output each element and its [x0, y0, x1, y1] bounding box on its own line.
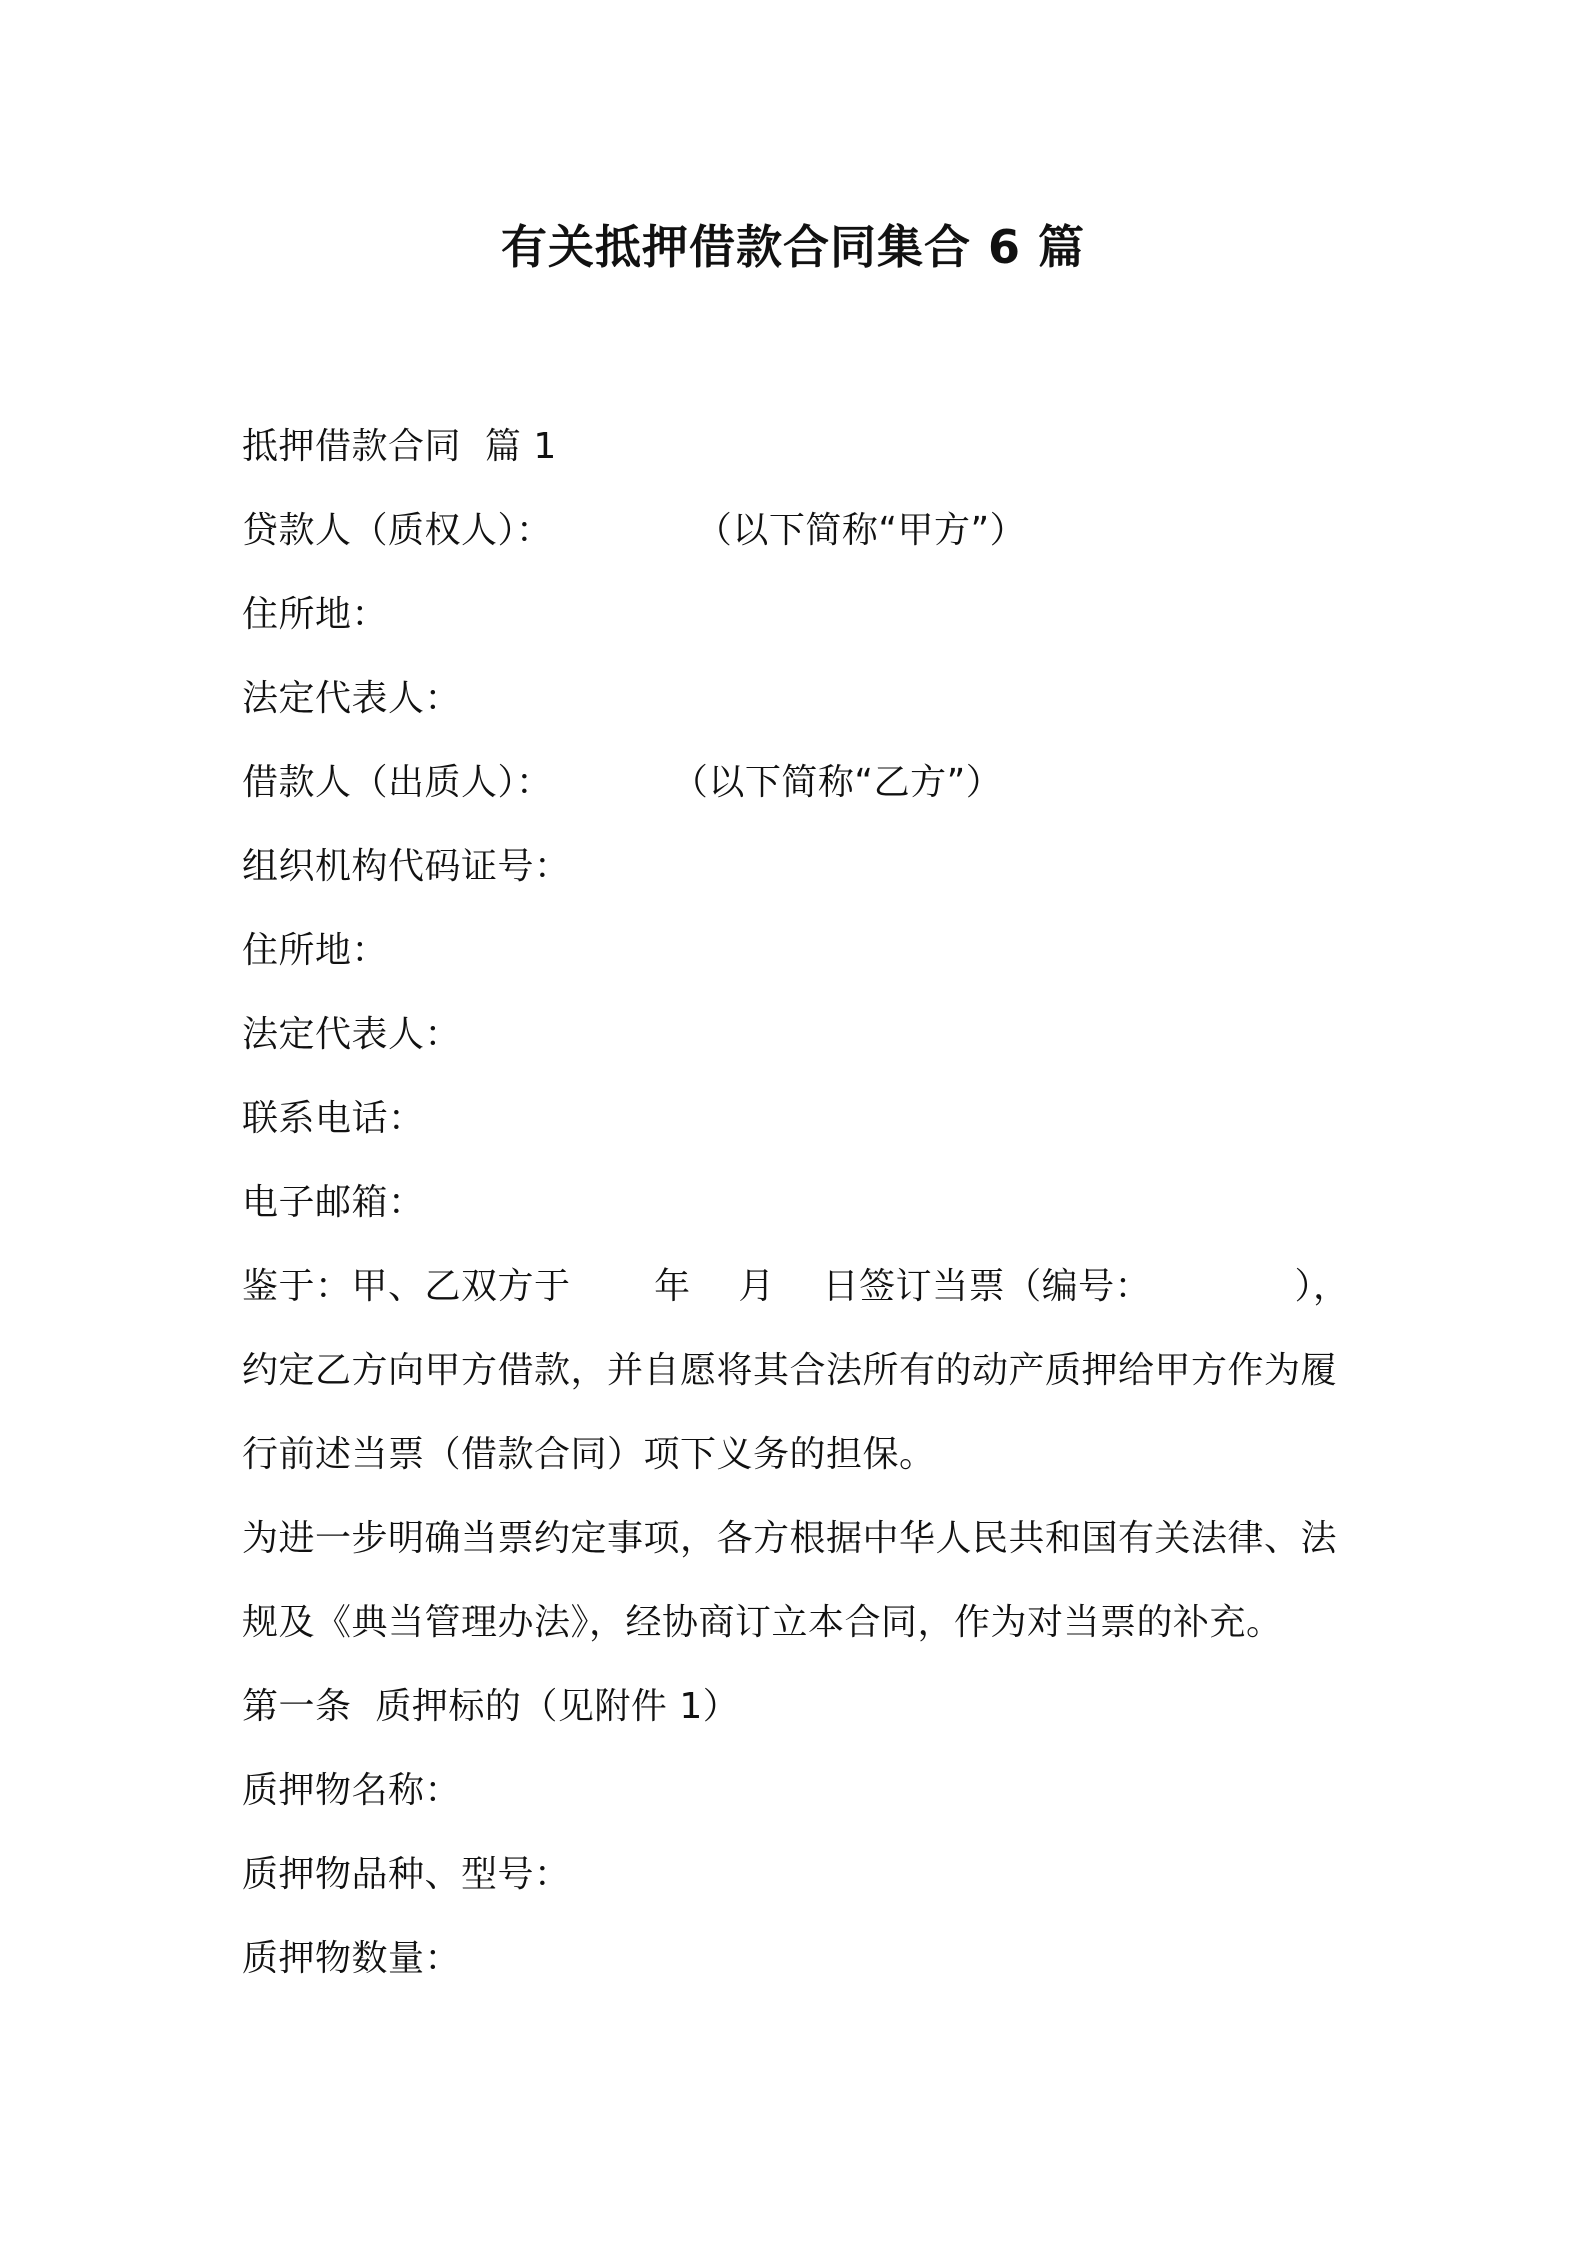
collateral-name-line: 质押物名称：: [242, 1770, 462, 1811]
borrower-address-line: 住所地：: [242, 930, 389, 971]
lender-address-line: 住所地：: [242, 594, 389, 635]
collateral-type-line: 质押物品种、型号：: [242, 1854, 571, 1895]
paragraph-line: 规及《典当管理办法》，经协商订立本合同，作为对当票的补充。: [242, 1602, 1283, 1643]
paragraph-line: 约定乙方向甲方借款，并自愿将其合法所有的动产质押给甲方作为履: [242, 1350, 1338, 1391]
lender-line: 贷款人（质权人）： （以下简称“甲方”）: [242, 510, 1027, 551]
email-line: 电子邮箱：: [242, 1182, 425, 1223]
whereas-line: 鉴于：甲、乙双方于 年 月 日签订当票（编号： ），: [242, 1266, 1350, 1307]
article-heading: 第一条 质押标的（见附件 1）: [242, 1686, 740, 1727]
borrower-representative-line: 法定代表人：: [242, 1014, 462, 1055]
borrower-line: 借款人（出质人）： （以下简称“乙方”）: [242, 762, 1003, 803]
document-title: 有关抵押借款合同集合 6 篇: [500, 220, 1086, 274]
collateral-quantity-line: 质押物数量：: [242, 1938, 462, 1979]
phone-line: 联系电话：: [242, 1098, 425, 1139]
organization-code-line: 组织机构代码证号：: [242, 846, 571, 887]
section-heading: 抵押借款合同 篇 1: [242, 426, 557, 467]
paragraph-line: 为进一步明确当票约定事项，各方根据中华人民共和国有关法律、法: [242, 1518, 1338, 1559]
document-body: [242, 405, 1362, 2001]
lender-representative-line: 法定代表人：: [242, 678, 462, 719]
paragraph-line: 行前述当票（借款合同）项下义务的担保。: [242, 1434, 936, 1475]
